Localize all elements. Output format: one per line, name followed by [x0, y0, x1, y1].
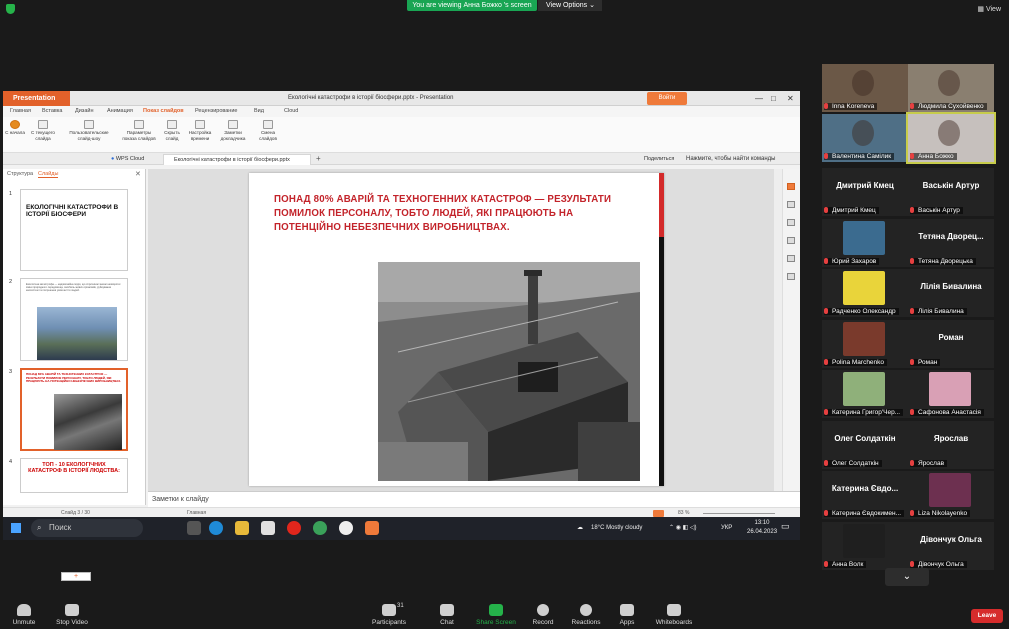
stop-video-button[interactable]	[42, 596, 102, 626]
mic-muted-icon	[910, 207, 914, 213]
participant-tile[interactable]	[822, 114, 908, 162]
participant-name: Васькін Артур	[910, 207, 963, 214]
participant-name: Дмитрий Кмец	[824, 207, 879, 214]
menu-insert[interactable]: Вставка	[42, 108, 63, 114]
participant-display-name: Роман	[938, 332, 964, 342]
view-button-label: View	[985, 6, 1001, 13]
participants-count: 31	[397, 603, 404, 609]
document-tabs-bar	[3, 153, 800, 165]
mic-muted-icon	[17, 604, 31, 616]
participants-label: Participants	[372, 619, 406, 626]
participant-tile[interactable]	[822, 522, 908, 570]
clock-time: 13:10	[754, 520, 770, 526]
participant-tile[interactable]	[908, 64, 994, 112]
rehearse-timings-button[interactable]	[185, 120, 215, 141]
task-view-icon[interactable]	[187, 521, 201, 535]
document-title: Екологічні катастрофи в історії біосфери.pptx - Presentation	[288, 95, 454, 101]
mic-muted-icon	[824, 561, 828, 567]
show-settings-button[interactable]	[119, 120, 159, 141]
slide-notes-field[interactable]: Заметки к слайду	[148, 491, 800, 507]
video-camera-icon	[65, 604, 79, 616]
ribbon-label: Заметки докладчика	[220, 130, 246, 141]
wps-cloud-tab[interactable]	[111, 154, 144, 165]
find-command-search[interactable]: Нажмите, чтобы найти команды	[686, 156, 776, 162]
side-tools-rail	[783, 169, 800, 496]
play-slideshow-icon[interactable]	[653, 510, 664, 517]
participant-tile[interactable]	[908, 370, 994, 418]
reactions-label: Reactions	[571, 619, 601, 626]
participant-name: Polina Marchenko	[824, 359, 887, 366]
participants-gallery	[802, 60, 1009, 600]
edge-icon[interactable]	[209, 521, 223, 535]
thumb-number: 2	[9, 279, 13, 285]
plant-photo-svg	[378, 262, 640, 481]
hide-slide-button[interactable]	[158, 120, 186, 141]
meeting-controls-bar	[0, 596, 1009, 629]
participant-tile[interactable]	[908, 168, 994, 216]
new-tab-icon[interactable]: +	[316, 154, 321, 163]
speaker-notes-button[interactable]	[217, 120, 249, 141]
timer-icon	[195, 120, 205, 129]
mic-muted-icon	[824, 359, 828, 365]
participant-name: Олег Солдаткін	[824, 460, 882, 467]
whiteboards-button[interactable]	[644, 596, 704, 626]
shared-screen	[3, 91, 800, 580]
menu-view[interactable]: Вид	[254, 108, 264, 114]
participant-avatar	[843, 372, 885, 406]
ribbon-label: Настройка времени	[188, 130, 212, 141]
mic-muted-icon	[910, 258, 914, 264]
notifications-icon[interactable]: ▭	[781, 521, 790, 531]
grid-icon: ▦	[977, 6, 984, 13]
transitions-button[interactable]	[253, 120, 283, 141]
ribbon-label: С текущего слайда	[31, 130, 55, 141]
participant-tile[interactable]	[822, 168, 908, 216]
slide-thumbnail-4[interactable]	[20, 458, 128, 493]
mic-muted-icon	[824, 510, 828, 516]
view-options-button[interactable]	[538, 0, 602, 11]
participant-tile[interactable]	[822, 64, 908, 112]
participant-name: Людмила Сухойвенко	[910, 103, 987, 110]
opera-icon[interactable]	[287, 521, 301, 535]
weather-icon: ☁	[577, 525, 583, 531]
document-tab[interactable]	[163, 154, 311, 165]
chernobyl-plant-photo	[378, 262, 640, 481]
weather-text[interactable]: 18°C Mostly cloudy	[591, 525, 643, 531]
mic-muted-icon	[910, 510, 914, 516]
participant-name: Сафонова Анастасія	[910, 409, 984, 416]
participant-tile[interactable]	[822, 471, 908, 519]
ribbon-label: Скрыть слайд	[164, 130, 180, 141]
wps-presentation-icon[interactable]	[365, 521, 379, 535]
close-icon[interactable]: ✕	[787, 94, 794, 103]
menu-review[interactable]: Рецензирование	[195, 108, 238, 114]
participant-tile[interactable]	[908, 421, 994, 469]
mic-muted-icon	[910, 103, 914, 109]
chrome-icon[interactable]	[313, 521, 327, 535]
outline-tab[interactable]: Структура	[7, 171, 34, 177]
document-tab-label: Екологічні катастрофи в історії біосфери.pptx	[174, 157, 290, 163]
participants-button[interactable]	[359, 596, 419, 626]
settings-icon	[134, 120, 144, 129]
participant-tile[interactable]	[908, 114, 994, 162]
plant-photo	[54, 394, 122, 450]
search-icon: ⌕	[37, 523, 42, 532]
tray-icons[interactable]: ⌃ ◉ ◧ ◁)	[669, 525, 697, 531]
zoom-level: 83 %	[678, 510, 690, 516]
slide-scrollbar[interactable]	[774, 169, 782, 496]
participant-name: Валентина Самілик	[824, 153, 894, 160]
stop-video-label: Stop Video	[56, 619, 88, 626]
custom-show-button[interactable]	[67, 120, 111, 141]
participant-avatar	[929, 473, 971, 507]
participant-avatar	[843, 322, 885, 356]
thumb-title: ЕКОЛОГІЧНІ КАТАСТРОФИ В ІСТОРІЇ БІОСФЕРИ	[26, 204, 119, 218]
view-options-label: View Options	[546, 2, 588, 9]
mic-muted-icon	[824, 258, 828, 264]
participant-tile[interactable]	[908, 269, 994, 317]
ribbon-label: С начала	[5, 130, 25, 135]
slides-tab[interactable]: Слайды	[38, 171, 59, 177]
thumb-number: 4	[9, 459, 13, 465]
app-tab-presentation[interactable]: Presentation	[3, 91, 70, 106]
menu-bar	[3, 106, 800, 117]
share-screen-icon	[489, 604, 503, 616]
slide-play-icon	[38, 120, 48, 129]
participant-name: Тетяна Дворецька	[910, 258, 976, 265]
participant-display-name: Тетяна Дворец...	[918, 231, 984, 241]
participant-name: Роман	[910, 359, 940, 366]
coast-photo	[37, 307, 117, 360]
slide-counter: Слайд 3 / 30	[61, 510, 90, 516]
mic-muted-icon	[824, 207, 828, 213]
participant-name: Ярослав	[910, 460, 947, 467]
mic-muted-icon	[824, 103, 828, 109]
apps-label: Apps	[619, 619, 635, 626]
clock[interactable]	[747, 519, 777, 537]
participant-name: Liza Nikolayenko	[910, 510, 970, 517]
participant-display-name: Васькін Артур	[922, 181, 980, 190]
hide-slide-icon	[167, 120, 177, 129]
participant-name: Радченко Олександр	[824, 308, 899, 315]
participant-face	[852, 70, 874, 96]
participant-avatar	[843, 524, 885, 558]
minimize-icon[interactable]: —	[755, 94, 763, 103]
participant-avatar	[929, 372, 971, 406]
mic-muted-icon	[824, 460, 828, 466]
slide-thumbnail-3[interactable]	[20, 368, 128, 451]
participant-display-name: Дмитрий Кмец	[836, 181, 894, 190]
wps-cloud-label: WPS Cloud	[115, 156, 145, 162]
apps-icon	[620, 604, 634, 616]
security-shield-icon[interactable]	[6, 4, 15, 14]
slide-thumbnail-1[interactable]	[20, 189, 128, 271]
thumb-number: 1	[9, 191, 13, 197]
share-button[interactable]: Поделиться	[644, 156, 675, 162]
menu-cloud[interactable]: Cloud	[284, 108, 299, 114]
wps-title-bar	[3, 91, 800, 106]
backup-tool-icon[interactable]	[787, 255, 795, 262]
store-icon[interactable]	[261, 521, 275, 535]
participant-display-name: Олег Солдаткін	[834, 433, 896, 443]
layout-tool-icon[interactable]	[787, 237, 795, 244]
participant-name: Анна Божко	[910, 153, 957, 160]
animation-tool-icon[interactable]	[787, 219, 795, 226]
participant-tile[interactable]	[908, 320, 994, 368]
participant-tile[interactable]	[822, 219, 908, 267]
mic-muted-icon	[824, 153, 828, 159]
maximize-icon[interactable]: □	[771, 94, 776, 103]
slide-thumbnail-2[interactable]	[20, 278, 128, 361]
slide-accent-bar-dark	[659, 237, 664, 486]
ribbon-label: Смена слайдов	[259, 130, 277, 141]
transition-icon	[263, 120, 273, 129]
participant-tile[interactable]	[908, 471, 994, 519]
yandex-icon[interactable]	[339, 521, 353, 535]
mic-muted-icon	[910, 561, 914, 567]
slide-heading: ПОНАД 80% АВАРІЙ ТА ТЕХНОГЕННИХ КАТАСТРОФ — РЕЗУЛЬТАТИ ПОМИЛОК ПЕРСОНАЛУ, ТОБТО ЛЮДЕЙ, ЯКІ ПРАЦЮЮТЬ НА ПОТЕНЦІЙНО НЕБЕЗПЕЧНИХ ВИРОБНИЦТВАХ.	[274, 194, 612, 233]
participant-tile[interactable]	[908, 522, 994, 570]
thumb-number: 3	[9, 369, 13, 375]
mic-muted-icon	[824, 308, 828, 314]
taskbar-search[interactable]	[31, 519, 143, 537]
people-icon	[382, 604, 396, 616]
object-tool-icon[interactable]	[787, 183, 795, 190]
mic-muted-icon	[910, 308, 914, 314]
login-button[interactable]: Войти	[647, 92, 687, 105]
ribbon-label: Пользовательские слайд-шоу	[69, 130, 109, 141]
participant-display-name: Ярослав	[933, 433, 969, 443]
whiteboard-icon	[667, 604, 681, 616]
windows-taskbar	[3, 517, 800, 540]
taskbar-search-label: Поиск	[49, 523, 72, 532]
mic-muted-icon	[910, 359, 914, 365]
participant-face	[852, 120, 874, 146]
mic-muted-icon	[910, 460, 914, 466]
participant-face	[938, 70, 960, 96]
participant-display-name: Дівончук Ольга	[920, 534, 982, 544]
zoom-slider[interactable]	[703, 513, 775, 514]
add-slide-button[interactable]: +	[61, 572, 91, 581]
participant-display-name: Лілія Бивалина	[920, 282, 982, 291]
menu-design[interactable]: Дизайн	[75, 108, 94, 114]
participant-avatar	[843, 271, 885, 305]
share-tool-icon[interactable]	[787, 273, 795, 280]
chat-label: Chat	[440, 619, 454, 626]
participant-avatar	[843, 221, 885, 255]
chevron-down-icon: ⌄	[902, 571, 912, 582]
participant-tile[interactable]	[822, 269, 908, 317]
close-panel-icon[interactable]: ✕	[135, 171, 141, 178]
participant-tile[interactable]	[822, 320, 908, 368]
thumb-title: ТОП - 10 ЕКОЛОГІЧНИХ КАТАСТРОФ В ІСТОРІЇ ЛЮДСТВА:	[28, 462, 120, 474]
participant-tile[interactable]	[908, 219, 994, 267]
slide-accent-bar	[659, 173, 664, 237]
share-screen-label: Share Screen	[476, 619, 516, 626]
participant-display-name: Катерина Євдо...	[831, 484, 899, 493]
menu-home[interactable]: Главная	[10, 108, 31, 114]
mic-muted-icon	[910, 409, 914, 415]
record-icon	[537, 604, 549, 616]
notes-icon	[228, 120, 238, 129]
clock-date: 26.04.2023	[747, 529, 778, 535]
menu-animation[interactable]: Анимация	[107, 108, 133, 114]
unmute-label: Unmute	[12, 619, 36, 626]
participant-name: Inna Koreneva	[824, 103, 877, 110]
from-current-button[interactable]	[25, 120, 61, 141]
smiley-icon	[580, 604, 592, 616]
chat-icon	[440, 604, 454, 616]
participant-name: Катерина Григор'Чер...	[824, 409, 903, 416]
participant-tile[interactable]	[822, 370, 908, 418]
mic-muted-icon	[824, 409, 828, 415]
play-icon	[10, 120, 20, 129]
participant-name: Юрий Захаров	[824, 258, 879, 265]
participant-name: Дівончук Ольга	[910, 561, 967, 568]
record-label: Record	[532, 619, 554, 626]
language-indicator[interactable]: УКР	[721, 525, 733, 531]
thumb-text: ПОНАД 80% АВАРІЙ ТА ТЕХНОГЕННИХ КАТАСТРОФ — РЕЗУЛЬТАТИ ПОМИЛОК ПЕРСОНАЛУ, ТОБТО ЛЮДЕЙ, ЯКІ ПРАЦЮЮТЬ НА ПОТЕНЦІЙНО НЕБЕЗПЕЧНИХ ВИРОБНИЦТВАХ.	[26, 372, 122, 384]
format-tool-icon[interactable]	[787, 201, 795, 208]
file-explorer-icon[interactable]	[235, 521, 249, 535]
participant-tile[interactable]	[822, 421, 908, 469]
chevron-down-icon: ⌄	[589, 2, 595, 9]
custom-show-icon	[84, 120, 94, 129]
participant-name: Лілія Бивалина	[910, 308, 967, 315]
gallery-next-page-button[interactable]	[885, 568, 929, 586]
ribbon	[3, 117, 800, 153]
leave-button[interactable]: Leave	[971, 609, 1003, 623]
cloud-icon: ●	[111, 156, 115, 162]
layout-name: Главная	[187, 510, 207, 516]
mic-muted-icon	[910, 153, 914, 159]
participant-name: Анна Волк	[824, 561, 866, 568]
view-button[interactable]	[977, 5, 1001, 13]
menu-slideshow[interactable]: Показ слайдов	[143, 106, 184, 118]
participant-name: Катерина Євдокимен...	[824, 510, 904, 517]
participant-face	[938, 120, 960, 146]
whiteboards-label: Whiteboards	[655, 619, 693, 626]
viewing-screen-banner: You are viewing Анна Божко 's screen	[407, 0, 537, 11]
windows-start-icon[interactable]	[11, 523, 21, 533]
thumb-text: Екологічна катастрофа — надзвичайна подія, що спричиняє значні незворотні зміни природного середовища, загибель живих організмів, руйнування екосистем та погіршення умов життя людей.	[26, 283, 121, 292]
ribbon-label: Параметры показа слайдов	[122, 130, 156, 141]
